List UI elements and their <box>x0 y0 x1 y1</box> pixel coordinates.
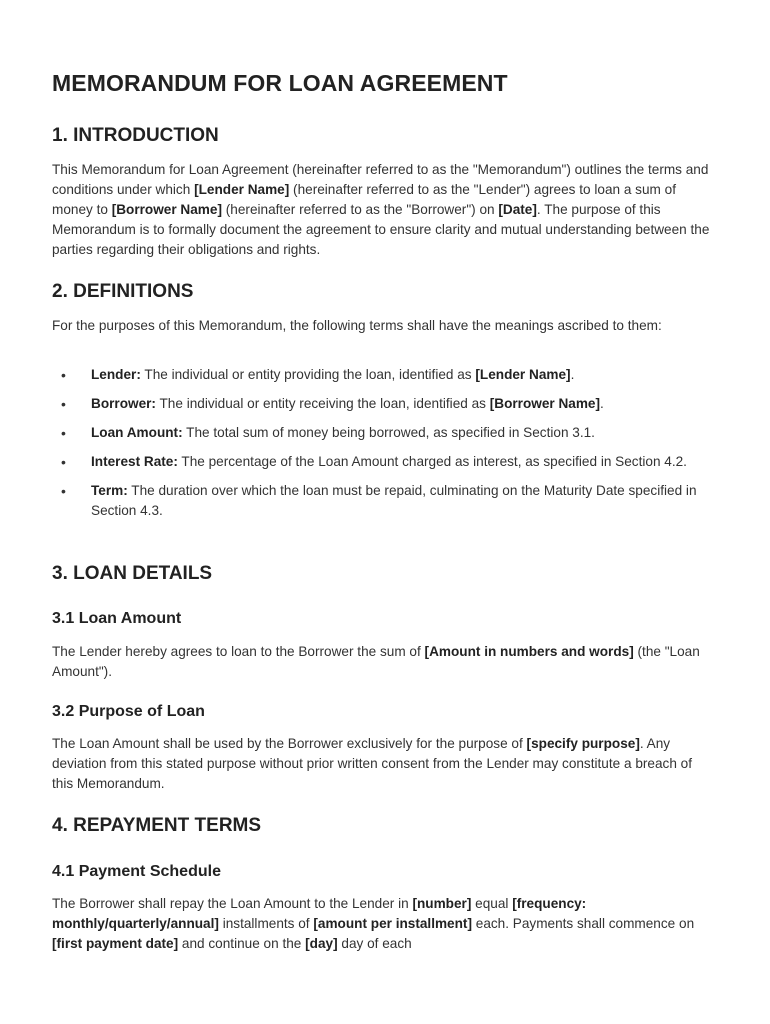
placeholder-lender-name: [Lender Name] <box>194 182 290 197</box>
list-item: • Loan Amount: The total sum of money being borrowed, as specified in Section 3.1. <box>61 425 595 441</box>
list-item: • Term: The duration over which the loan must be repaid, culminating on the Maturity Date specified in Section 4.3. <box>61 483 697 518</box>
subsection-heading-purpose: 3.2 Purpose of Loan <box>52 703 205 720</box>
list-item: • Borrower: The individual or entity receiving the loan, identified as [Borrower Name]. <box>61 396 604 412</box>
placeholder-first-payment-date: [first payment date] <box>52 936 179 951</box>
placeholder-day: [day] <box>305 936 338 951</box>
placeholder-frequency: [frequency: monthly/quarterly/annual] <box>52 896 587 931</box>
definitions-list <box>52 365 712 521</box>
document-title: MEMORANDUM FOR LOAN AGREEMENT <box>52 70 508 96</box>
section-heading-definitions: 2. DEFINITIONS <box>52 281 194 302</box>
section-heading-introduction: 1. INTRODUCTION <box>52 125 219 146</box>
section-heading-repayment-terms: 4. REPAYMENT TERMS <box>52 815 262 836</box>
bullet-icon: • <box>61 367 66 383</box>
placeholder-date: [Date] <box>498 202 537 217</box>
bullet-icon: • <box>61 483 66 499</box>
section-heading-loan-details: 3. LOAN DETAILS <box>52 563 213 584</box>
list-item: • Lender: The individual or entity providing the loan, identified as [Lender Name]. <box>61 367 575 383</box>
introduction-paragraph: This Memorandum for Loan Agreement (hereinafter referred to as the "Memorandum") outlines the terms and conditions under which [Lender Name] (hereinafter referred to as the "Lender") agrees to loan a sum of money to [Borrower Name] (hereinafter referred to as the "Borrower") on [Date]. The purpose of this Memorandum is to formally document the agreement to ensure clarity and mutual understanding between the parties regarding their obligations and rights. <box>52 162 710 257</box>
placeholder-installment-amount: [amount per installment] <box>313 916 472 931</box>
loan-amount-paragraph: The Lender hereby agrees to loan to the Borrower the sum of [Amount in numbers and words] (the "Loan Amount"). <box>52 644 700 679</box>
placeholder-amount: [Amount in numbers and words] <box>424 644 634 659</box>
bullet-icon: • <box>61 425 66 441</box>
placeholder-purpose: [specify purpose] <box>526 736 640 751</box>
payment-schedule-paragraph: The Borrower shall repay the Loan Amount to the Lender in [number] equal [frequency: monthly/quarterly/annual] installments of [amount per installment] each. Payments shall commence on [first payment date] and continue on the [day] day of each <box>52 896 695 951</box>
bullet-icon: • <box>61 396 66 412</box>
placeholder-number: [number] <box>412 896 472 911</box>
placeholder-borrower-name: [Borrower Name] <box>111 202 222 217</box>
subsection-heading-payment-schedule: 4.1 Payment Schedule <box>52 863 221 880</box>
bullet-icon: • <box>61 454 66 470</box>
definitions-intro: For the purposes of this Memorandum, the following terms shall have the meanings ascribed to them: <box>52 318 662 333</box>
list-item: • Interest Rate: The percentage of the Loan Amount charged as interest, as specified in Section 4.2. <box>61 454 687 470</box>
purpose-paragraph: The Loan Amount shall be used by the Borrower exclusively for the purpose of [specify purpose]. Any deviation from this stated purpose without prior written consent from the Lender may constitute a breach of this Memorandum. <box>52 736 692 791</box>
subsection-heading-loan-amount: 3.1 Loan Amount <box>52 610 182 627</box>
